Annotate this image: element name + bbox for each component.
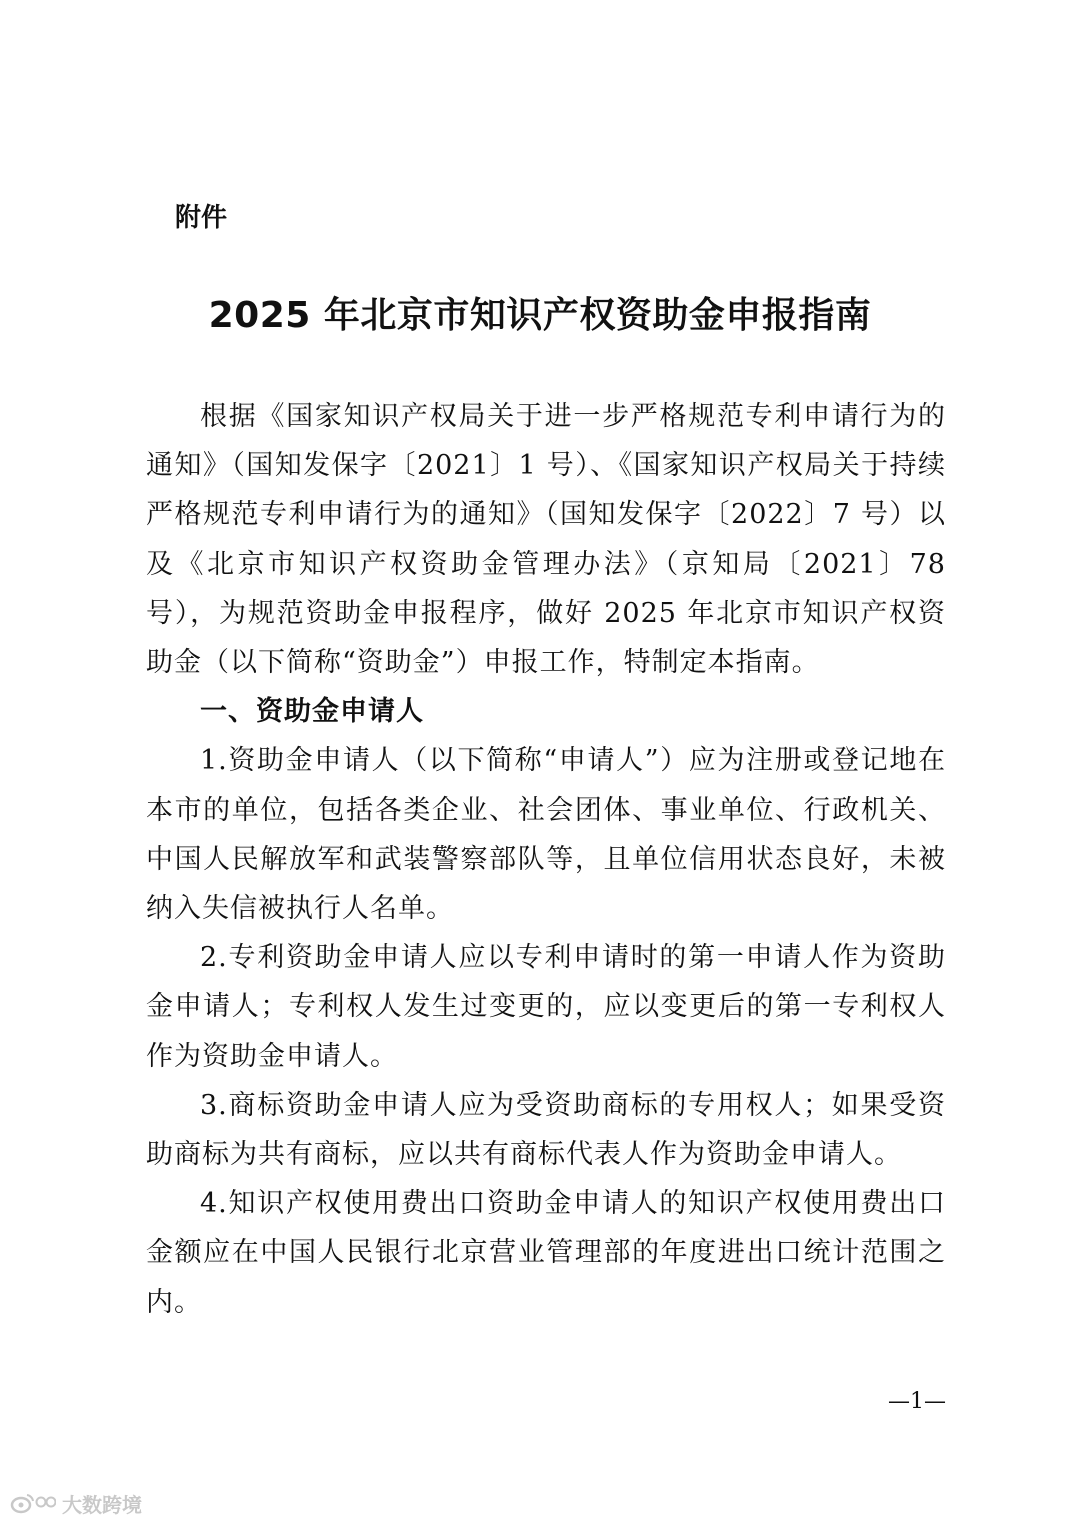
document-body <box>146 392 946 1327</box>
attachment-label: 附件 <box>175 203 228 233</box>
intro-paragraph: 根据《国家知识产权局关于进一步严格规范专利申请行为的通知》（国知发保字〔2021〕1 号）、《国家知识产权局关于持续严格规范专利申请行为的通知》（国知发保字〔2022〕7 号）以及《北京市知识产权资助金管理办法》（京知局〔2021〕78 号），为规范资助金申报程序，做好 2025 年北京市知识产权资助金（以下简称“资助金”）申报工作，特制定本指南。 <box>146 401 946 679</box>
section-heading: 一、资助金申请人 <box>200 696 424 728</box>
watermark <box>10 1488 142 1518</box>
clause-paragraph: 1.资助金申请人（以下简称“申请人”）应为注册或登记地在本市的单位，包括各类企业、社会团体、事业单位、行政机关、中国人民解放军和武装警察部队等，且单位信用状态良好，未被纳入失信被执行人名单。 <box>146 745 946 925</box>
clause-paragraph: 4.知识产权使用费出口资助金申请人的知识产权使用费出口金额应在中国人民银行北京营业管理部的年度进出口统计范围之内。 <box>146 1188 946 1318</box>
weibo-logo-icon <box>10 1490 56 1516</box>
clause-paragraph: 2.专利资助金申请人应以专利申请时的第一申请人作为资助金申请人；专利权人发生过变更的，应以变更后的第一专利权人作为资助金申请人。 <box>146 942 946 1072</box>
page-number: —1— <box>888 1389 946 1414</box>
watermark-text: 大数跨境 <box>62 1492 142 1517</box>
clause-paragraph: 3.商标资助金申请人应为受资助商标的专用权人；如果受资助商标为共有商标，应以共有商标代表人作为资助金申请人。 <box>146 1089 946 1171</box>
document-title: 2025 年北京市知识产权资助金申报指南 <box>208 295 872 336</box>
